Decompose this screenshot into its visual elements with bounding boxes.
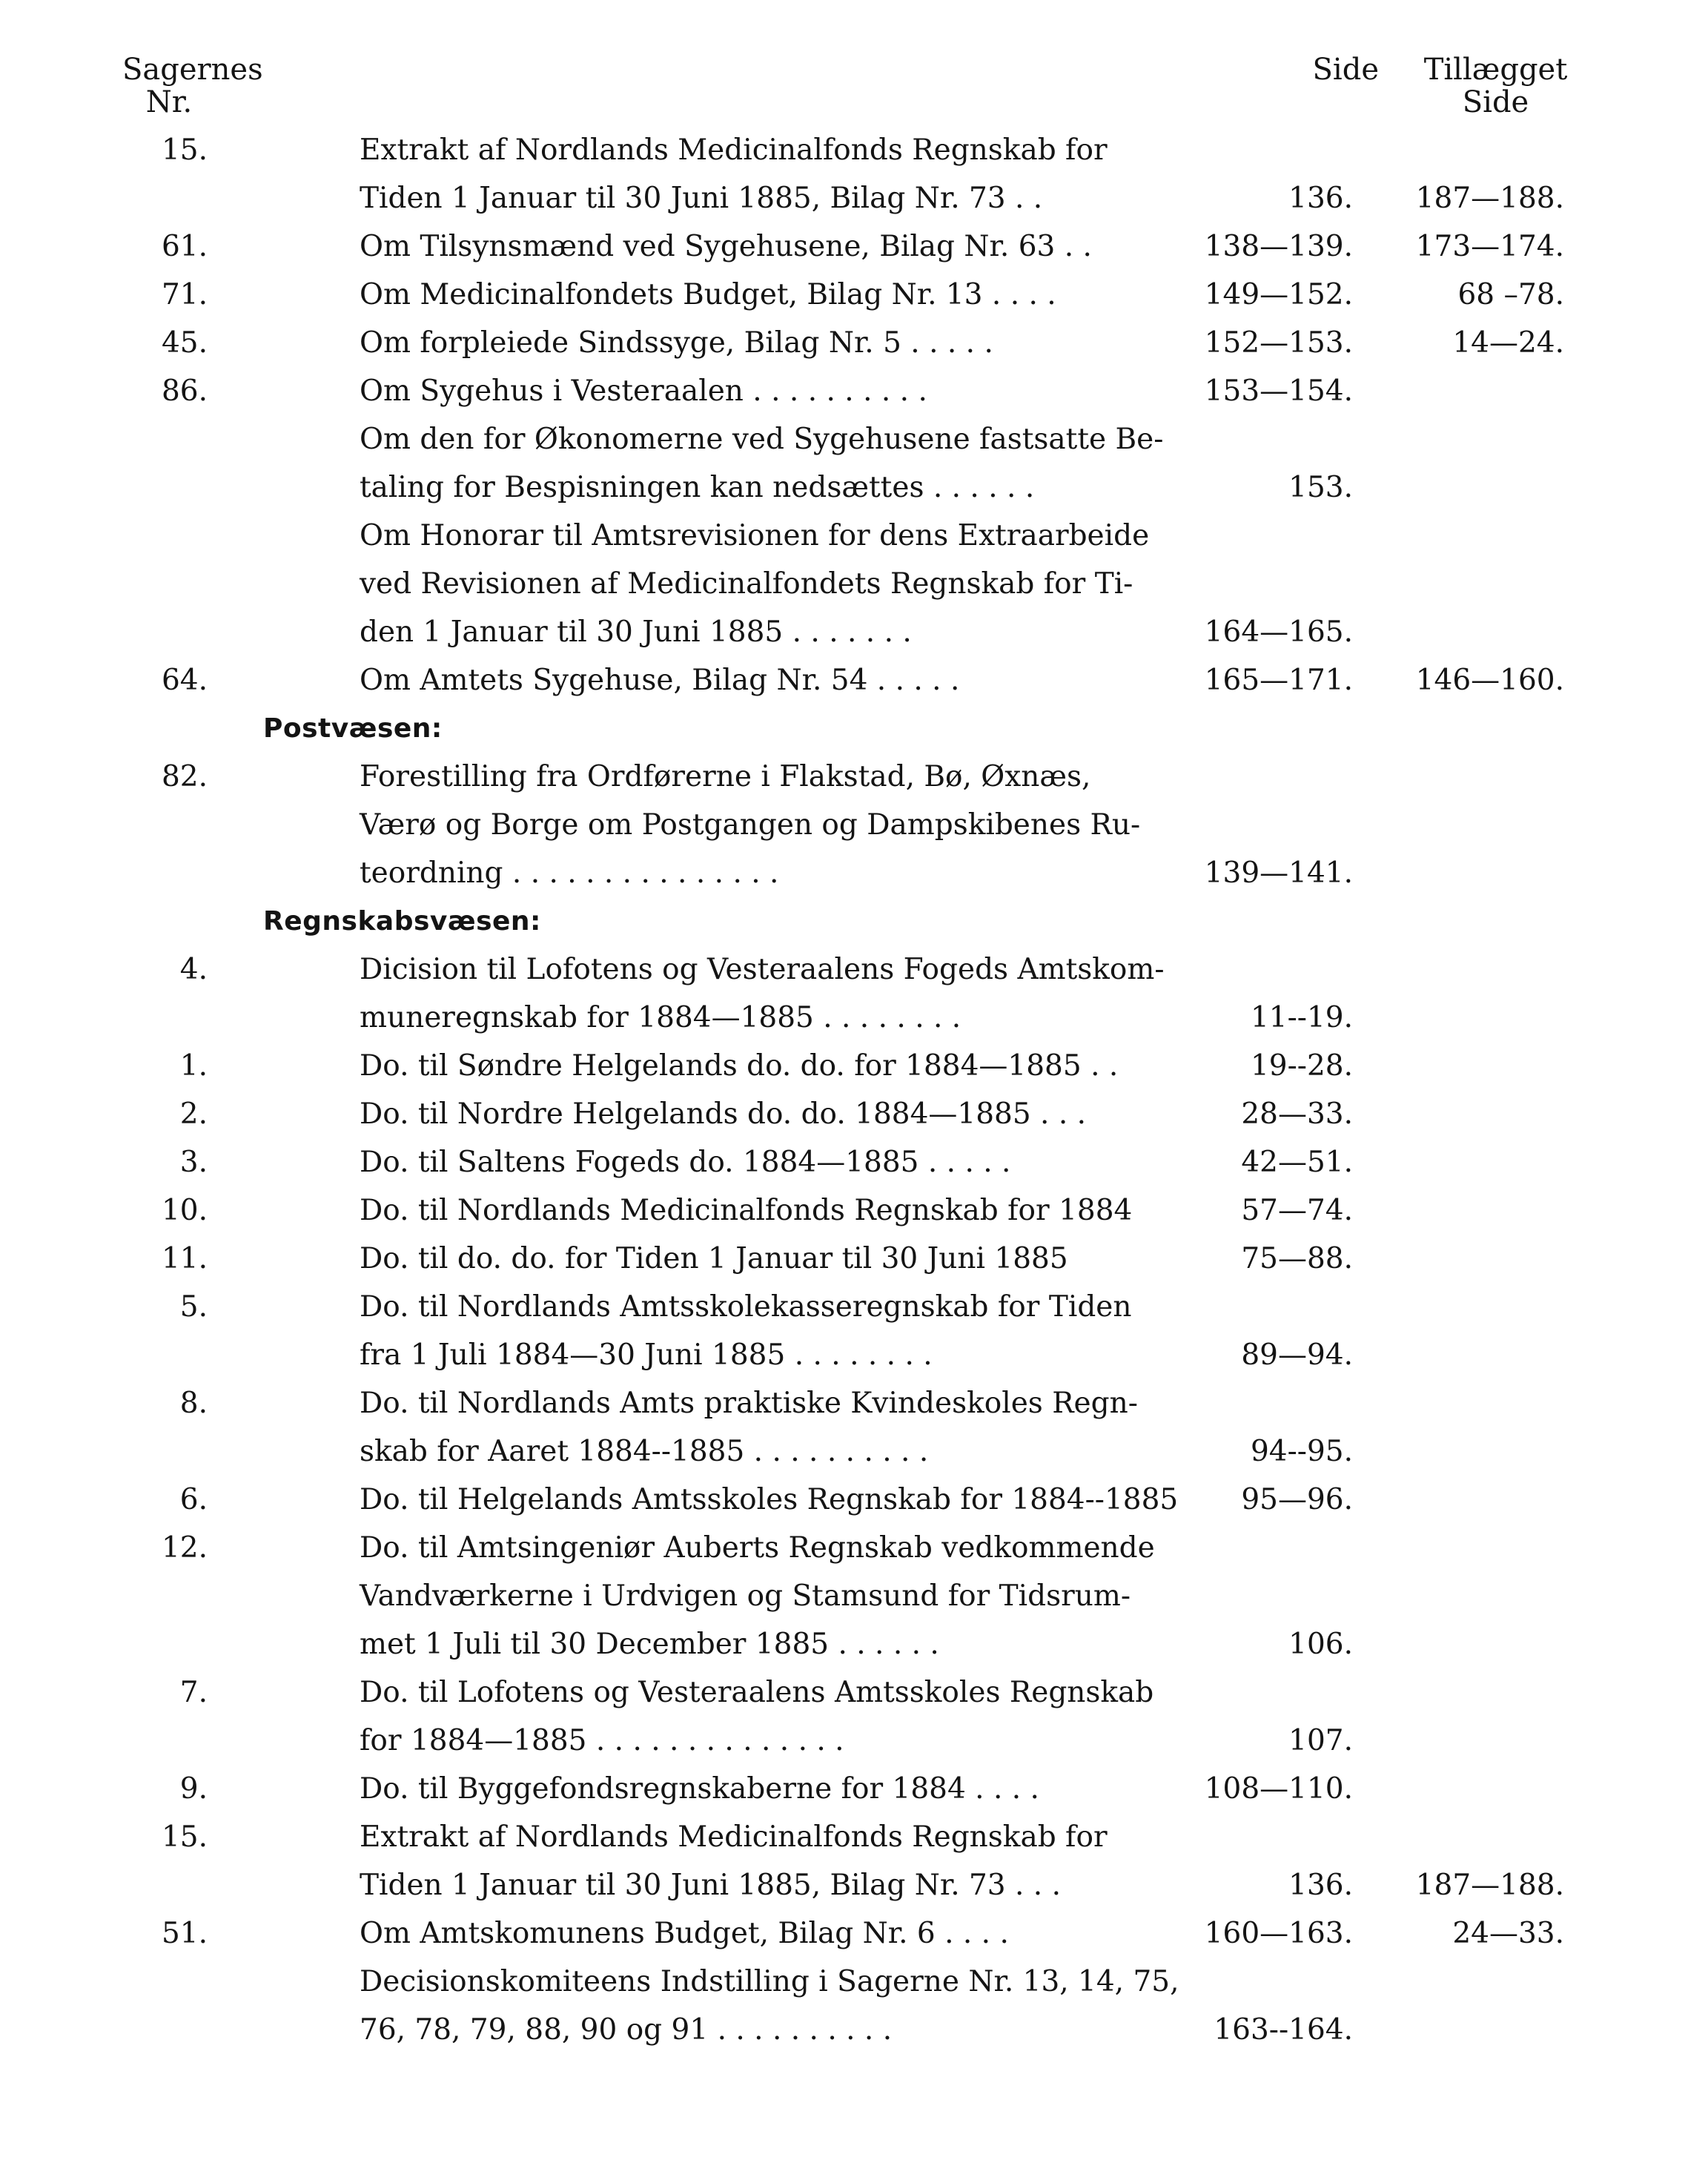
header-tillaegget-line2: Side <box>1462 85 1529 119</box>
table-row <box>0 560 1708 608</box>
table-row <box>0 1427 1708 1476</box>
case-number-cell: 45. <box>161 326 208 360</box>
description-cell: 76, 78, 79, 88, 90 og 91 . . . . . . . . . . <box>360 2013 893 2047</box>
description-cell: muneregnskab for 1884—1885 . . . . . . . . <box>360 1001 961 1034</box>
page-cell: 95—96. <box>1241 1483 1353 1516</box>
table-row <box>0 1476 1708 1524</box>
table-row <box>0 1524 1708 1572</box>
page-cell: 153. <box>1288 471 1353 504</box>
description-cell: Extrakt af Nordlands Medicinalfonds Regnskab for <box>360 133 1108 167</box>
table-row <box>0 1331 1708 1379</box>
table-row <box>0 1042 1708 1090</box>
table-row <box>0 174 1708 222</box>
index-table <box>0 126 1708 2054</box>
table-row <box>0 801 1708 849</box>
page-cell: 139—141. <box>1204 856 1353 890</box>
page-cell: 165—171. <box>1204 664 1353 697</box>
description-cell: Do. til Nordre Helgelands do. do. 1884—1885 . . . <box>360 1097 1087 1131</box>
table-row <box>0 367 1708 415</box>
table-row <box>0 994 1708 1042</box>
description-cell: Do. til do. do. for Tiden 1 Januar til 30 Juni 1885 <box>360 1242 1068 1275</box>
page-cell: 136. <box>1288 182 1353 215</box>
page-cell: 136. <box>1288 1869 1353 1902</box>
page-cell: 107. <box>1288 1724 1353 1757</box>
description-cell: Do. til Nordlands Amtsskolekasseregnskab for Tiden <box>360 1290 1132 1324</box>
table-row <box>0 1235 1708 1283</box>
column-header-case-number <box>122 53 263 119</box>
page-cell: 138—139. <box>1204 230 1353 263</box>
description-cell: for 1884—1885 . . . . . . . . . . . . . . <box>360 1724 844 1757</box>
table-row <box>0 656 1708 704</box>
table-row <box>0 1861 1708 1909</box>
section-heading: Postvæsen: <box>263 713 443 744</box>
description-cell: Om den for Økonomerne ved Sygehusene fastsatte Be- <box>360 423 1164 456</box>
table-row <box>0 415 1708 463</box>
description-cell: Om Sygehus i Vesteraalen . . . . . . . . . . <box>360 374 927 408</box>
description-cell: Tiden 1 Januar til 30 Juni 1885, Bilag Nr. 73 . . . <box>360 1869 1061 1902</box>
table-row <box>0 1765 1708 1813</box>
case-number-cell: 7. <box>179 1676 208 1709</box>
case-number-cell: 64. <box>161 664 208 697</box>
description-cell: Do. til Helgelands Amtsskoles Regnskab for 1884--1885 <box>360 1483 1179 1516</box>
page-cell: 153—154. <box>1204 374 1353 408</box>
section-heading: Regnskabsvæsen: <box>263 906 541 937</box>
table-row <box>0 319 1708 367</box>
description-cell: fra 1 Juli 1884—30 Juni 1885 . . . . . . . . <box>360 1338 933 1372</box>
case-number-cell: 11. <box>161 1242 208 1275</box>
table-row <box>0 1572 1708 1620</box>
description-cell: Om Amtets Sygehuse, Bilag Nr. 54 . . . . . <box>360 664 960 697</box>
page-cell: 94--95. <box>1250 1435 1353 1468</box>
table-row <box>0 1958 1708 2006</box>
table-row <box>0 1379 1708 1427</box>
table-row <box>0 222 1708 271</box>
table-row <box>0 753 1708 801</box>
section-heading-row <box>0 897 1708 945</box>
description-cell: Do. til Søndre Helgelands do. do. for 1884—1885 . . <box>360 1049 1119 1083</box>
section-heading-row <box>0 704 1708 753</box>
case-number-cell: 61. <box>161 230 208 263</box>
appendix-page-cell: 146—160. <box>1415 664 1564 697</box>
description-cell: den 1 Januar til 30 Juni 1885 . . . . . . . <box>360 615 912 649</box>
case-number-cell: 4. <box>179 953 208 986</box>
case-number-cell: 51. <box>161 1917 208 1950</box>
table-row <box>0 271 1708 319</box>
header-nr-line2: Nr. <box>145 85 193 119</box>
case-number-cell: 2. <box>179 1097 208 1131</box>
table-row <box>0 945 1708 994</box>
description-cell: Om Honorar til Amtsrevisionen for dens Extraarbeide <box>360 519 1150 552</box>
page-cell: 75—88. <box>1241 1242 1353 1275</box>
table-row <box>0 1909 1708 1958</box>
table-row <box>0 512 1708 560</box>
description-cell: Do. til Nordlands Medicinalfonds Regnskab for 1884 <box>360 1194 1133 1227</box>
appendix-page-cell: 24—33. <box>1452 1917 1564 1950</box>
page-cell: 164—165. <box>1204 615 1353 649</box>
case-number-cell: 12. <box>161 1531 208 1565</box>
description-cell: taling for Bespisningen kan nedsættes . . . . . . <box>360 471 1035 504</box>
table-row <box>0 1620 1708 1668</box>
page-cell: 108—110. <box>1204 1772 1353 1806</box>
description-cell: teordning . . . . . . . . . . . . . . . <box>360 856 779 890</box>
case-number-cell: 3. <box>179 1146 208 1179</box>
description-cell: Do. til Amtsingeniør Auberts Regnskab vedkommende <box>360 1531 1155 1565</box>
header-nr-line1: Sagernes <box>122 53 263 87</box>
table-row <box>0 1283 1708 1331</box>
case-number-cell: 10. <box>161 1194 208 1227</box>
case-number-cell: 86. <box>161 374 208 408</box>
description-cell: Om Amtskomunens Budget, Bilag Nr. 6 . . . . <box>360 1917 1009 1950</box>
column-header-appendix-page <box>1412 53 1579 119</box>
column-header-page <box>1260 53 1379 86</box>
description-cell: Om forpleiede Sindssyge, Bilag Nr. 5 . . . . . <box>360 326 993 360</box>
description-cell: Extrakt af Nordlands Medicinalfonds Regnskab for <box>360 1820 1108 1854</box>
description-cell: Forestilling fra Ordførerne i Flakstad, Bø, Øxnæs, <box>360 760 1091 793</box>
table-row <box>0 1717 1708 1765</box>
description-cell: Om Medicinalfondets Budget, Bilag Nr. 13 . . . . <box>360 278 1056 311</box>
header-side: Side <box>1312 53 1379 87</box>
case-number-cell: 71. <box>161 278 208 311</box>
case-number-cell: 15. <box>161 133 208 167</box>
page-cell: 28—33. <box>1241 1097 1353 1131</box>
appendix-page-cell: 68 –78. <box>1457 278 1564 311</box>
table-row <box>0 1186 1708 1235</box>
page-cell: 19--28. <box>1250 1049 1353 1083</box>
table-row <box>0 1090 1708 1138</box>
description-cell: Værø og Borge om Postgangen og Dampskibenes Ru- <box>360 808 1141 842</box>
description-cell: Dicision til Lofotens og Vesteraalens Fogeds Amtskom- <box>360 953 1165 986</box>
page-cell: 152—153. <box>1204 326 1353 360</box>
description-cell: Do. til Byggefondsregnskaberne for 1884 . . . . <box>360 1772 1039 1806</box>
description-cell: Do. til Lofotens og Vesteraalens Amtsskoles Regnskab <box>360 1676 1154 1709</box>
case-number-cell: 82. <box>161 760 208 793</box>
description-cell: Vandværkerne i Urdvigen og Stamsund for Tidsrum- <box>360 1579 1131 1613</box>
appendix-page-cell: 173—174. <box>1415 230 1564 263</box>
page-cell: 163--164. <box>1214 2013 1353 2047</box>
description-cell: Do. til Nordlands Amts praktiske Kvindeskoles Regn- <box>360 1387 1138 1420</box>
case-number-cell: 15. <box>161 1820 208 1854</box>
description-cell: ved Revisionen af Medicinalfondets Regnskab for Ti- <box>360 567 1133 601</box>
case-number-cell: 8. <box>179 1387 208 1420</box>
header-tillaegget-line1: Tillægget <box>1423 53 1568 87</box>
description-cell: skab for Aaret 1884--1885 . . . . . . . . . . <box>360 1435 929 1468</box>
table-row <box>0 608 1708 656</box>
table-row <box>0 1813 1708 1861</box>
page-cell: 89—94. <box>1241 1338 1353 1372</box>
page-cell: 42—51. <box>1241 1146 1353 1179</box>
appendix-page-cell: 14—24. <box>1452 326 1564 360</box>
case-number-cell: 5. <box>179 1290 208 1324</box>
case-number-cell: 9. <box>179 1772 208 1806</box>
description-cell: met 1 Juli til 30 December 1885 . . . . . . <box>360 1628 939 1661</box>
page-cell: 11--19. <box>1250 1001 1353 1034</box>
page-cell: 106. <box>1288 1628 1353 1661</box>
page-cell: 160—163. <box>1204 1917 1353 1950</box>
description-cell: Decisionskomiteens Indstilling i Sagerne Nr. 13, 14, 75, <box>360 1965 1179 1998</box>
case-number-cell: 6. <box>179 1483 208 1516</box>
table-row <box>0 463 1708 512</box>
case-number-cell: 1. <box>179 1049 208 1083</box>
appendix-page-cell: 187—188. <box>1415 182 1564 215</box>
description-cell: Tiden 1 Januar til 30 Juni 1885, Bilag Nr. 73 . . <box>360 182 1043 215</box>
appendix-page-cell: 187—188. <box>1415 1869 1564 1902</box>
table-row <box>0 2006 1708 2054</box>
description-cell: Do. til Saltens Fogeds do. 1884—1885 . . . . . <box>360 1146 1011 1179</box>
table-row <box>0 1138 1708 1186</box>
table-row <box>0 849 1708 897</box>
page-cell: 57—74. <box>1241 1194 1353 1227</box>
page-cell: 149—152. <box>1204 278 1353 311</box>
table-row <box>0 126 1708 174</box>
description-cell: Om Tilsynsmænd ved Sygehusene, Bilag Nr. 63 . . <box>360 230 1092 263</box>
table-row <box>0 1668 1708 1717</box>
